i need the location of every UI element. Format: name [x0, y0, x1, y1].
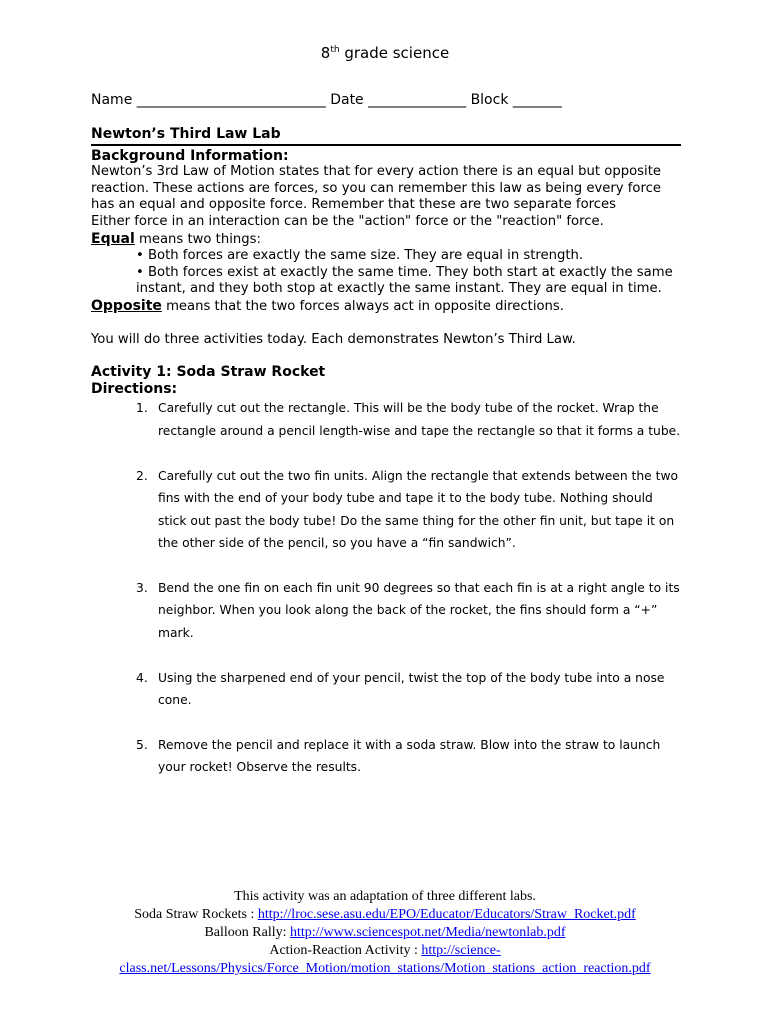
step-text: Carefully cut out the rectangle. This will be the body tube of the rocket. Wrap the rectangle around a pencil length-wise and tape the rectangle so that it forms a tube. [158, 401, 681, 438]
list-item [91, 577, 681, 645]
equal-word: Equal [91, 230, 135, 247]
header-title-suffix: grade science [339, 44, 450, 62]
main-content [91, 126, 681, 801]
equal-bullet-2: • Both forces exist at exactly the same time. They both start at exactly the same instant, and they both stop at exactly the same instant. They are equal in time. [136, 264, 673, 297]
step-number: 4. [136, 670, 148, 685]
directions-heading: Directions: [91, 380, 178, 397]
step-text: Using the sharpened end of your pencil, twist the top of the body tube into a nose cone. [158, 670, 665, 708]
action-reaction-link-part1[interactable]: http://science- [421, 943, 501, 958]
step-number: 5. [136, 737, 148, 752]
list-item [91, 667, 681, 712]
soda-label: Soda Straw Rockets : [134, 907, 258, 922]
lab-title: Newton’s Third Law Lab [91, 126, 681, 146]
step-number: 3. [136, 580, 148, 595]
step-text: Carefully cut out the two fin units. Align the rectangle that extends between the two fins with the end of your body tube and tape it to the body tube. Nothing should stick out past the body tube! Do the same thing for the other fin unit, but tape it on the other side of the pencil, so you have a “fin sandwich”. [158, 468, 679, 551]
background-heading: Background Information: [91, 147, 289, 164]
footer-ar-line [0, 942, 770, 960]
list-item [91, 397, 681, 442]
opposite-rest: means that the two forces always act in opposite directions. [161, 298, 564, 314]
step-number: 1. [136, 401, 148, 416]
equal-rest: means two things: [134, 231, 261, 247]
balloon-label: Balloon Rally: [204, 925, 291, 940]
action-reaction-link-part2[interactable]: class.net/Lessons/Physics/Force_Motion/motion_stations/Motion_stations_action_reaction.pdf [119, 961, 651, 976]
background-paragraph-1: Newton’s 3rd Law of Motion states that for every action there is an equal but opposite reaction. These actions are forces, so you can remember this law as being every force has an equal and opposite force. Remember that these are two separate forces [91, 164, 661, 213]
directions-list [91, 397, 681, 779]
spacer [91, 348, 681, 364]
page-footer [0, 888, 770, 978]
list-item [91, 465, 681, 555]
equal-bullet-1: • Both forces are exactly the same size. They are equal in strength. [136, 248, 584, 264]
soda-straw-link[interactable]: http://lroc.sese.asu.edu/EPO/Educator/Educators/Straw_Rocket.pdf [257, 907, 636, 922]
step-number: 2. [136, 468, 148, 483]
footer-intro: This activity was an adaptation of three different labs. [234, 889, 536, 904]
background-paragraph-2: Either force in an interaction can be the "action" force or the "reaction" force. [91, 213, 604, 229]
spacer [91, 316, 681, 332]
balloon-rally-link[interactable]: http://www.sciencespot.net/Media/newtonlab.pdf [290, 925, 566, 940]
action-reaction-label: Action-Reaction Activity : [269, 943, 422, 958]
header-title-prefix: 8 [320, 44, 331, 62]
name-date-block-line: Name ___________________________ Date ______________ Block _______ [91, 92, 562, 108]
list-item [91, 734, 681, 779]
activity-1-title: Activity 1: Soda Straw Rocket [91, 364, 326, 381]
page-header [0, 44, 770, 62]
opposite-definition [91, 298, 681, 316]
step-text: Bend the one fin on each fin unit 90 degrees so that each fin is at a right angle to its neighbor. When you look along the back of the rocket, the fins should form a “+” mark. [158, 580, 680, 641]
footer-ar-line-2 [0, 960, 770, 978]
step-text: Remove the pencil and replace it with a soda straw. Blow into the straw to launch your rocket! Observe the results. [158, 737, 661, 775]
footer-balloon-line [0, 924, 770, 942]
intro-text: You will do three activities today. Each demonstrates Newton’s Third Law. [91, 331, 576, 347]
opposite-word: Opposite [91, 297, 162, 314]
footer-soda-line [0, 906, 770, 924]
header-title-sup: th [330, 45, 340, 55]
equal-definition [91, 231, 681, 249]
